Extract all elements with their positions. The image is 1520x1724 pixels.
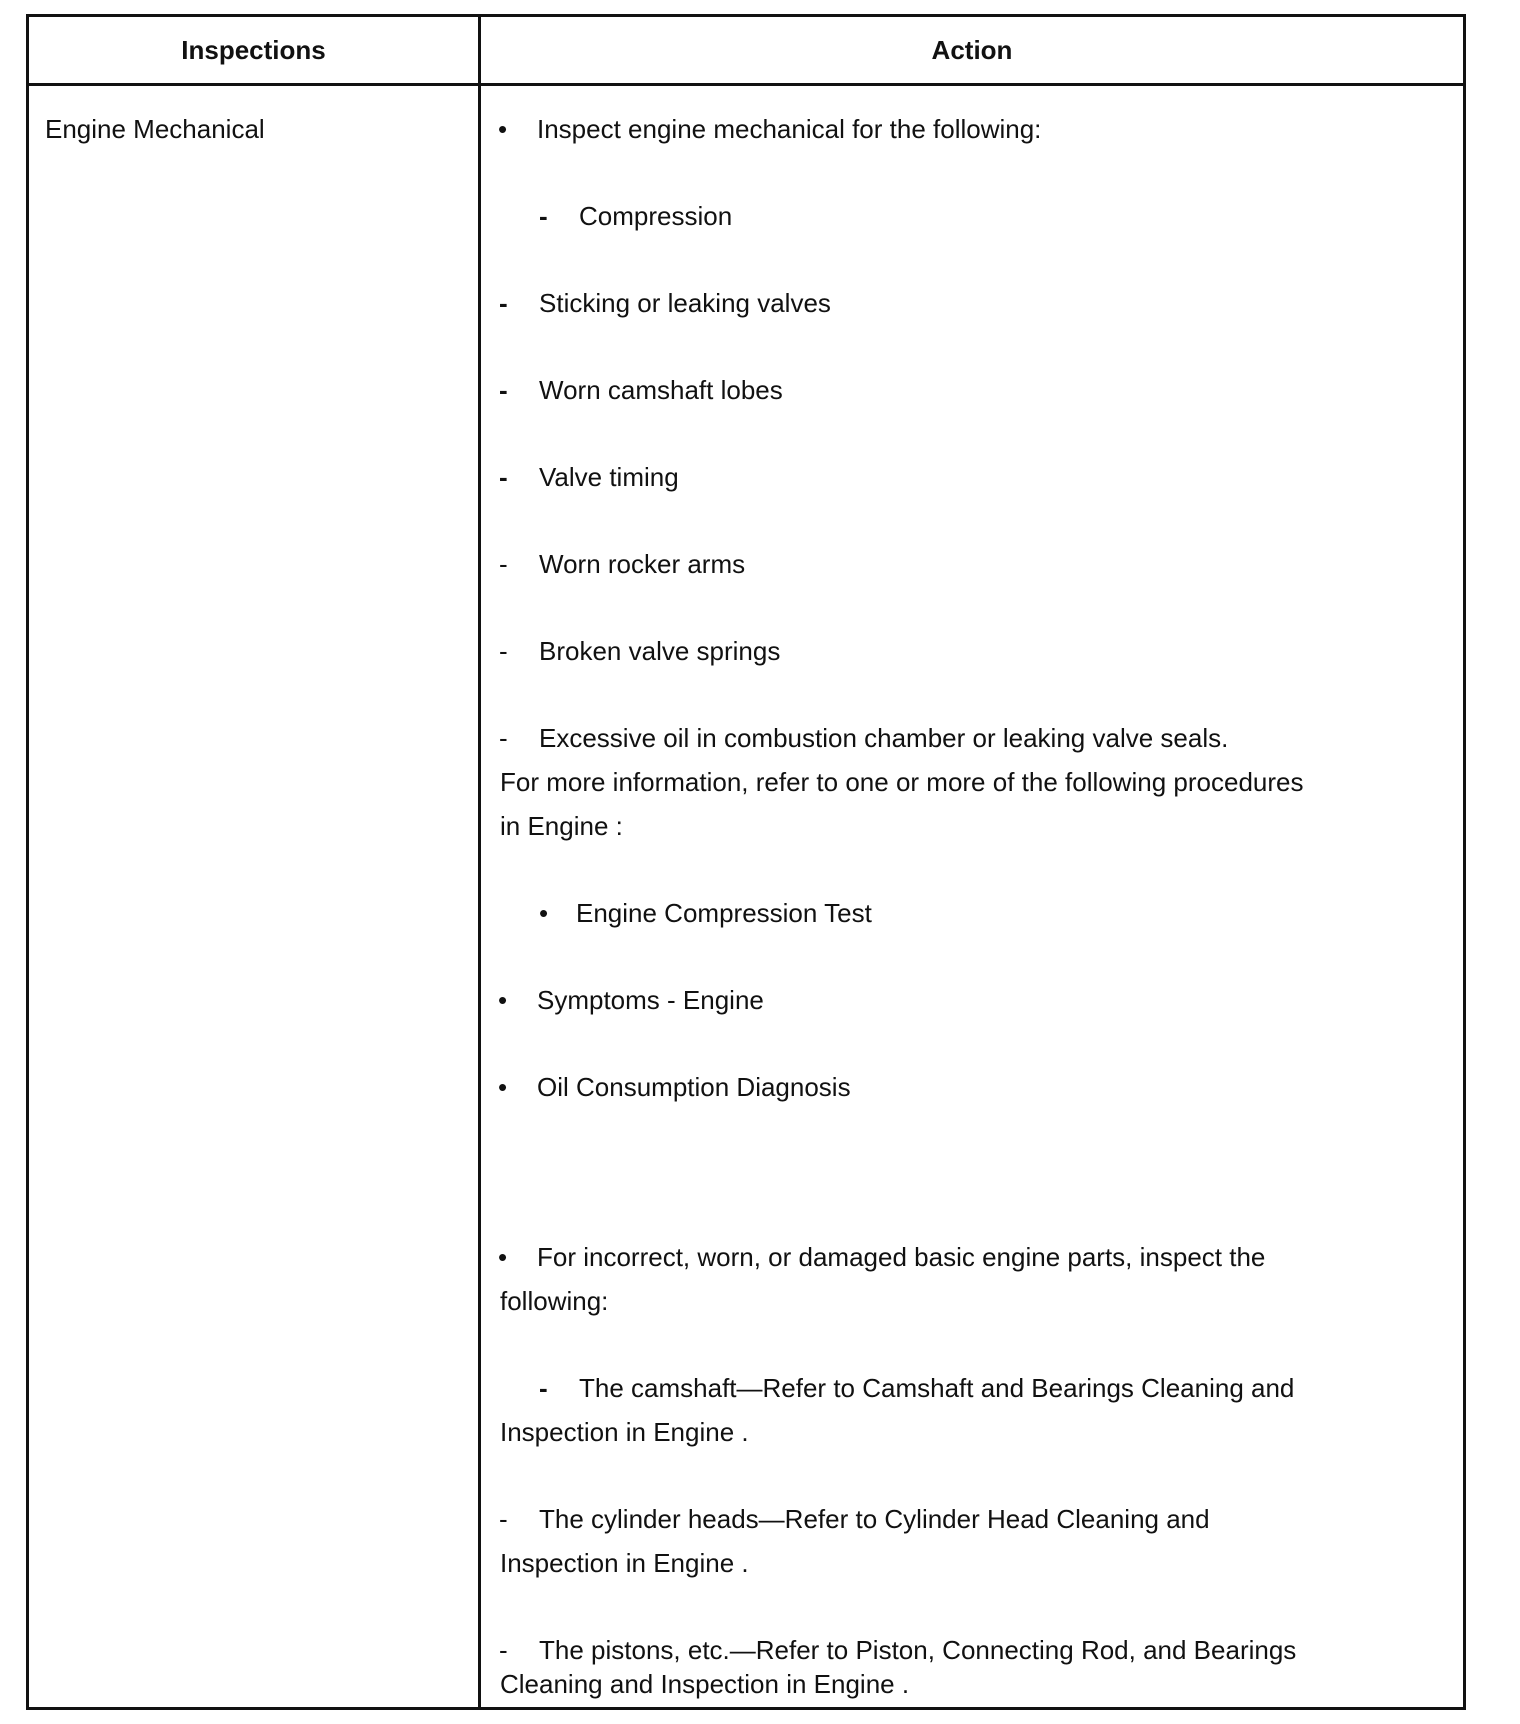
header-inspections: Inspections	[181, 34, 326, 65]
bullet-marker: •	[498, 1242, 508, 1272]
dash-marker: -	[499, 549, 508, 579]
action-item: Worn rocker arms	[539, 549, 746, 579]
dash-marker: -	[499, 723, 508, 753]
inspection-cell: Engine Mechanical	[45, 114, 265, 144]
header-action: Action	[931, 34, 1013, 65]
action-item: Excessive oil in combustion chamber or leaking valve seals.	[539, 723, 1229, 753]
action-item: The cylinder heads—Refer to Cylinder Head Cleaning and	[539, 1504, 1210, 1534]
action-item: Worn camshaft lobes	[539, 375, 783, 405]
bullet-marker: •	[539, 898, 549, 928]
action-text: in Engine :	[500, 811, 623, 841]
action-item: Broken valve springs	[539, 636, 781, 666]
dash-marker: -	[499, 288, 508, 318]
dash-marker: -	[499, 1504, 508, 1534]
action-item: Sticking or leaking valves	[539, 288, 831, 318]
bullet-marker: •	[498, 114, 508, 144]
bullet-marker: •	[498, 985, 508, 1015]
action-item: Oil Consumption Diagnosis	[537, 1072, 851, 1102]
dash-marker: -	[499, 1635, 508, 1665]
column-divider	[478, 17, 481, 1707]
action-item: Valve timing	[539, 462, 679, 492]
action-item: For incorrect, worn, or damaged basic engine parts, inspect the	[537, 1242, 1266, 1272]
dash-marker: -	[499, 375, 508, 405]
dash-marker: -	[499, 462, 508, 492]
action-item: The pistons, etc.—Refer to Piston, Connecting Rod, and Bearings	[539, 1635, 1297, 1665]
action-item: Compression	[579, 201, 733, 231]
inspection-table	[26, 14, 1466, 1710]
action-text: For more information, refer to one or more of the following procedures	[500, 767, 1304, 797]
action-text: Inspection in Engine .	[500, 1417, 749, 1447]
dash-marker: -	[539, 1373, 548, 1403]
action-text: Inspection in Engine .	[500, 1548, 749, 1578]
action-item: Inspect engine mechanical for the following:	[537, 114, 1042, 144]
action-item: The camshaft—Refer to Camshaft and Bearings Cleaning and	[579, 1373, 1295, 1403]
action-text: Cleaning and Inspection in Engine .	[500, 1669, 910, 1699]
action-item: Engine Compression Test	[576, 898, 872, 928]
dash-marker: -	[499, 636, 508, 666]
header-divider	[29, 83, 1463, 86]
bullet-marker: •	[498, 1072, 508, 1102]
action-item: Symptoms - Engine	[537, 985, 764, 1015]
action-text: following:	[500, 1286, 609, 1316]
dash-marker: -	[539, 201, 548, 231]
